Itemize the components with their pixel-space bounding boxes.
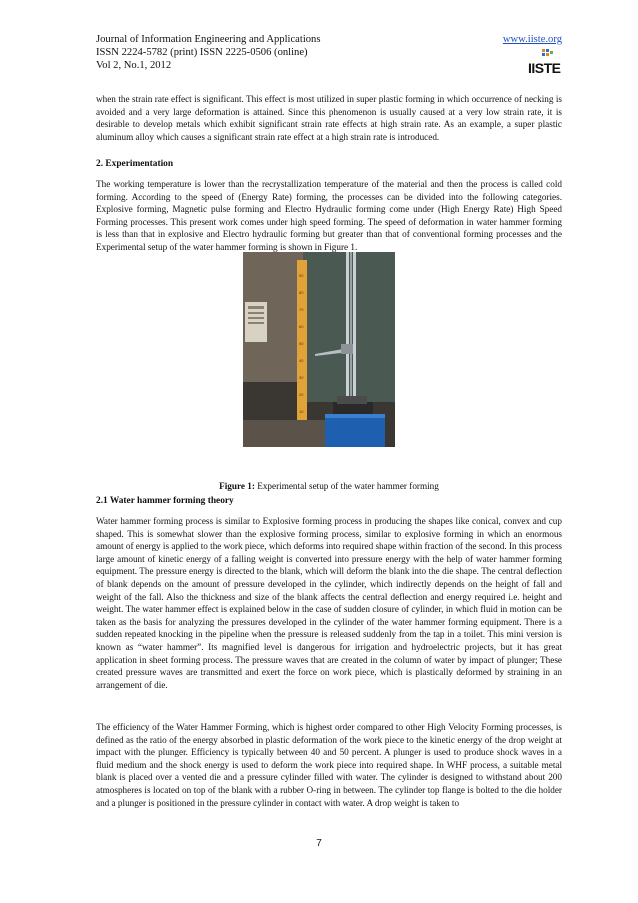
theory-paragraph: Water hammer forming process is similar to Explosive forming process in producing the shapes like conical, convex and cup shaped. This is somewhat slower than the explosive forming process, similar to explosive forming in which an enormous amount of energy is applied to the work piece, which deforms into required shape within fraction of the second. In this process large amount of kinetic energy of a falling weight is converted into pressure energy with the help of water hammer forming equipment. The pressure energy is directed to the blank, which will deform the blank into the die shape. The central deflection of blank depends on the amount of pressure developed in the cylinder, which indirectly depends on the height of fall and weight of the fall. Also the thickness and size of the blank affects the central deflection and energy required i.e. height and weight. The water hammer effect is explained below in the case of sudden closure of cylinder, in which fluid in motion can be taken as the basis for analyzing the pressures developed in the cylinder of the water hammer forming equipment. There is a sudden repeated knocking in the pipeline when the pressure is released suddenly from the tap in a toilet. This mini version is known as “water hammer”. Its magnified level is dangerous for irrigation and hydroelectric projects, but it has great application in sheet forming process. The pressure waves that are created in the column of water by impact of plunger; These created pressure waves are transmitted and exert the force on work piece, which is plastically deformed by straining in an arrangement of die. bbox=[96, 516, 562, 690]
issn-line: ISSN 2224-5782 (print) ISSN 2225-0506 (online) bbox=[96, 47, 308, 58]
svg-text:10: 10 bbox=[299, 409, 304, 414]
svg-text:70: 70 bbox=[299, 307, 304, 312]
svg-text:80: 80 bbox=[299, 290, 304, 295]
svg-text:20: 20 bbox=[299, 392, 304, 397]
svg-text:40: 40 bbox=[299, 358, 304, 363]
iiste-logo-icon bbox=[527, 49, 563, 75]
svg-text:60: 60 bbox=[299, 324, 304, 329]
figure-caption-text: Experimental setup of the water hammer forming bbox=[257, 481, 439, 491]
svg-text:IISTE: IISTE bbox=[528, 60, 561, 75]
efficiency-paragraph: The efficiency of the Water Hammer Forming, which is highest order compared to other High Velocity Forming processes, is defined as the ratio of the energy absorbed in plastic deformation of the work piece to the kinetic energy of the drop weight at impact with the plunger. Efficiency is typically between 40 and 50 percent. A plunger is used to produce shock waves in a fluid medium and the shock energy is used to deform the work piece into required shape. In WHF process, a suitable metal blank is placed over a vented die and a pressure cylinder filled with water. The cylinder is designed to withstand about 200 atmospheres is located on top of the blank with a rubber O-ring in between. The cylinder top flange is bolted to the die holder and a plunger is positioned in the pressure cylinder in contact with water. A drop weight is taken to bbox=[96, 722, 562, 808]
volume-line: Vol 2, No.1, 2012 bbox=[96, 60, 172, 71]
page-header bbox=[96, 33, 562, 72]
svg-text:50: 50 bbox=[299, 341, 304, 346]
experimental-setup-photo bbox=[243, 252, 395, 447]
water-hammer-apparatus-illustration bbox=[243, 252, 395, 447]
experimentation-paragraph: The working temperature is lower than the recrystallization temperature of the material and then the process is called cold forming. According to the speed of (Energy Rate) forming, the processes can be divided into the following categories. Explosive forming, Magnetic pulse forming and Electro Hydraulic forming come under (High Energy Rate) High Speed Forming processes. This present work comes under high speed forming. The speed of deformation in water hammer forming is less than that in explosive and Electro hydraulic forming but greater than that of conventional forming processes and the Experimental setup of the water hammer forming is shown in Figure 1. bbox=[96, 179, 562, 252]
svg-text:90: 90 bbox=[299, 273, 304, 278]
intro-paragraph: when the strain rate effect is significant. This effect is most utilized in super plastic forming in which occurrence of necking is avoided and a very large deformation is attained. Since this phenomenon is usually caused at a very low strain rate, it is desirable to develop metals which exhibit significant strain rate effects at high strain rate. As an example, a super plastic aluminum alloy which causes a significant strain rate effect at a high strain rate is introduced. bbox=[96, 94, 562, 142]
svg-text:30: 30 bbox=[299, 375, 304, 380]
journal-url-link[interactable]: www.iiste.org bbox=[502, 34, 562, 45]
iiste-logo bbox=[527, 49, 563, 75]
section-heading-theory: 2.1 Water hammer forming theory bbox=[96, 496, 234, 506]
journal-title: Journal of Information Engineering and Applications bbox=[96, 34, 321, 45]
figure-label: Figure 1: bbox=[219, 481, 255, 491]
figure-caption bbox=[96, 481, 562, 491]
section-heading-experimentation: 2. Experimentation bbox=[96, 159, 174, 169]
page-number: 7 bbox=[316, 838, 322, 849]
